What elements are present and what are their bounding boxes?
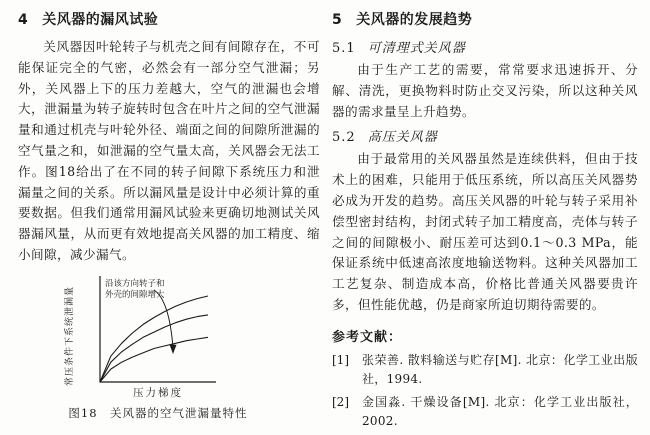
section-5-1-number: 5.1 — [332, 41, 356, 56]
references-heading: 参考文献： — [332, 329, 403, 345]
reference-1-index: [1] — [332, 352, 349, 367]
reference-1-text: 张荣善. 散料输送与贮存[M]. 北京：化学工业出版社，1994. — [362, 352, 638, 387]
section-5-title: 关风器的发展趋势 — [356, 12, 473, 28]
reference-item-2 — [332, 393, 638, 432]
left-column — [18, 8, 320, 421]
section-5-number: 5 — [332, 12, 343, 28]
chart-annotation-line2: 外壳的间隙增大 — [105, 289, 165, 300]
section-5-1-heading — [332, 37, 638, 56]
section-4-number: 4 — [18, 12, 29, 28]
section-4-paragraph: 关风器因叶轮转子与机壳之间有间隙存在，不可能保证完全的气密，必然会有一部分空气泄漏；另外，关风器上下的压力差越大，空气的泄漏也会增大，泄漏量为转子旋转时包含在叶片之间的空气泄漏量和通过机壳与叶轮外径、端面之间的间隙所泄漏的空气量之和，如泄漏的空气量太高，关风器会无法工作。图18给出了在不同的转子间隙下系统压力和泄漏量之间的关系。所以漏风量是设计中必须计算的重要数据。但我们通常用漏风试验来更确切地测试关风器漏风量，从而更有效地提高关风器的加工精度、缩小间隙，减少漏气。 — [18, 39, 320, 262]
reference-item-1 — [332, 351, 638, 390]
reference-2-text: 金国淼. 干燥设备[M]. 北京：化学工业出版社，2002. — [362, 394, 638, 429]
chart-annotation-line1: 沿该方向转子和 — [105, 278, 165, 289]
leakage-chart — [58, 274, 268, 402]
figure-18 — [58, 274, 278, 421]
section-5-1-title: 可清理式关风器 — [367, 41, 466, 56]
right-column — [332, 8, 638, 435]
section-5-2-title: 高压关风器 — [367, 130, 438, 146]
y-axis-label: 常压条件下系统泄漏量 — [65, 285, 75, 386]
section-5-1-paragraph: 由于生产工艺的需要，常常要求迅速拆开、分解、清洗，更换物料时防止交叉污染，所以这种关风器的需求量呈上升趋势。 — [332, 62, 638, 119]
leakage-curves — [100, 296, 208, 382]
section-5-2-paragraph: 由于最常用的关风器虽然是连续供料，但由于技术上的困难，只能用于低压系统，所以高压关风器势必成为开发的趋势。高压关风器的叶轮与转子采用补偿型密封结构，封闭式转子加工精度高，壳体与转子之间的间隙极小、耐压差可达到0.1～0.3 MPa，能保证系统中低速高浓度地输送物料。这种关风器加工工艺复杂、制造成本高，价格比普通关风器要贵许多，但性能优越，仍是商家所迫切期待需要的。 — [332, 151, 638, 312]
section-4-title: 关风器的漏风试验 — [42, 12, 159, 28]
section-4-heading — [18, 10, 320, 31]
section-5-2-number: 5.2 — [332, 130, 356, 146]
annotation-arrowhead — [170, 344, 177, 354]
section-5-heading — [332, 10, 638, 31]
reference-2-index: [2] — [332, 394, 349, 409]
section-5-2-heading — [332, 126, 638, 145]
x-axis-label: 压力梯度 — [133, 386, 183, 399]
figure-caption: 图18 关风器的空气泄漏量特性 — [68, 405, 248, 420]
